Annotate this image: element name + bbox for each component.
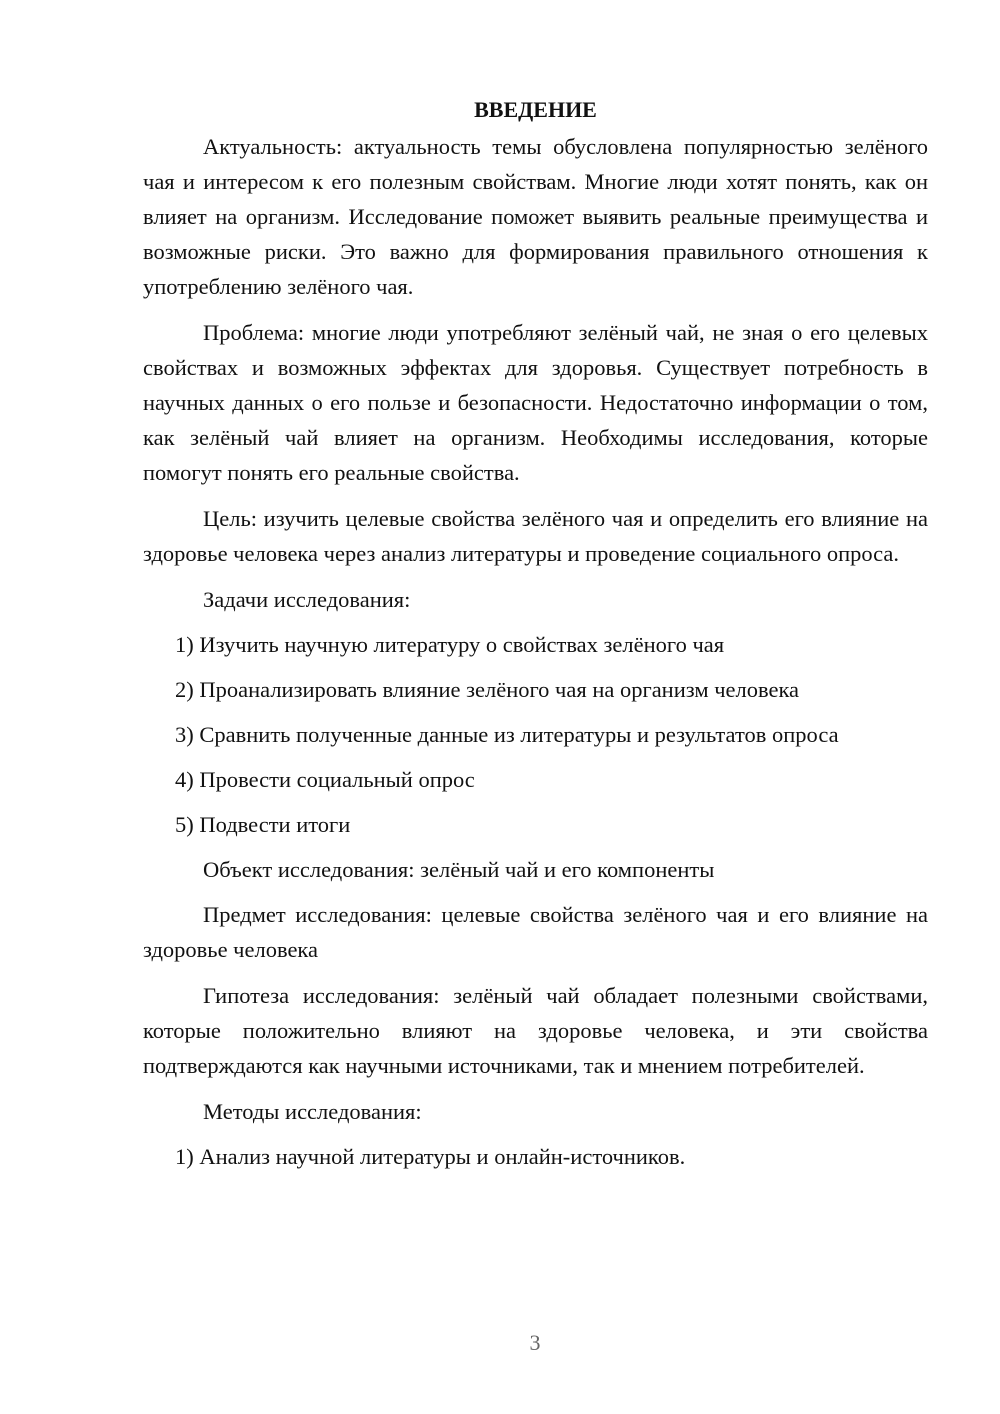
relevance-paragraph: Актуальность: актуальность темы обусловлена популярностью зелёного чая и интересом к его полезным свойствам. Многие люди хотят понять, как он влияет на организм. Исследование поможет выявить реальные преимущества и возможные риски. Это важно для формирования правильного отношения к употреблению зелёного чая. (143, 134, 928, 299)
hypothesis-paragraph: Гипотеза исследования: зелёный чай обладает полезными свойствами, которые положительно влияют на здоровье человека, и эти свойства подтверждаются как научными источниками, так и мнением потребителей. (143, 983, 928, 1078)
list-item: 5) Подвести итоги (175, 812, 351, 837)
object-line: Объект исследования: зелёный чай и его компоненты (203, 857, 715, 882)
list-item: 4) Провести социальный опрос (175, 767, 475, 792)
subject-paragraph: Предмет исследования: целевые свойства зелёного чая и его влияние на здоровье человека (143, 902, 928, 962)
methods-heading: Методы исследования: (203, 1099, 422, 1124)
document-title: ВВЕДЕНИЕ (474, 97, 597, 122)
tasks-list (143, 627, 928, 842)
list-item: 3) Сравнить полученные данные из литературы и результатов опроса (175, 722, 839, 747)
list-item: 1) Изучить научную литературу о свойствах зелёного чая (175, 632, 725, 657)
problem-paragraph: Проблема: многие люди употребляют зелёный чай, не зная о его целевых свойствах и возможных эффектах для здоровья. Существует потребность в научных данных о его пользе и безопасности. Недостаточно информации о том, как зелёный чай влияет на организм. Необходимы исследования, которые помогут понять его реальные свойства. (143, 320, 928, 485)
list-item: 1) Анализ научной литературы и онлайн-источников. (175, 1144, 686, 1169)
list-item: 2) Проанализировать влияние зелёного чая на организм человека (175, 677, 800, 702)
tasks-heading: Задачи исследования: (203, 587, 411, 612)
methods-list (143, 1139, 928, 1174)
page-number: 3 (529, 1330, 541, 1355)
document-page (143, 92, 928, 1184)
goal-paragraph: Цель: изучить целевые свойства зелёного чая и определить его влияние на здоровье человека через анализ литературы и проведение социального опроса. (143, 506, 928, 566)
